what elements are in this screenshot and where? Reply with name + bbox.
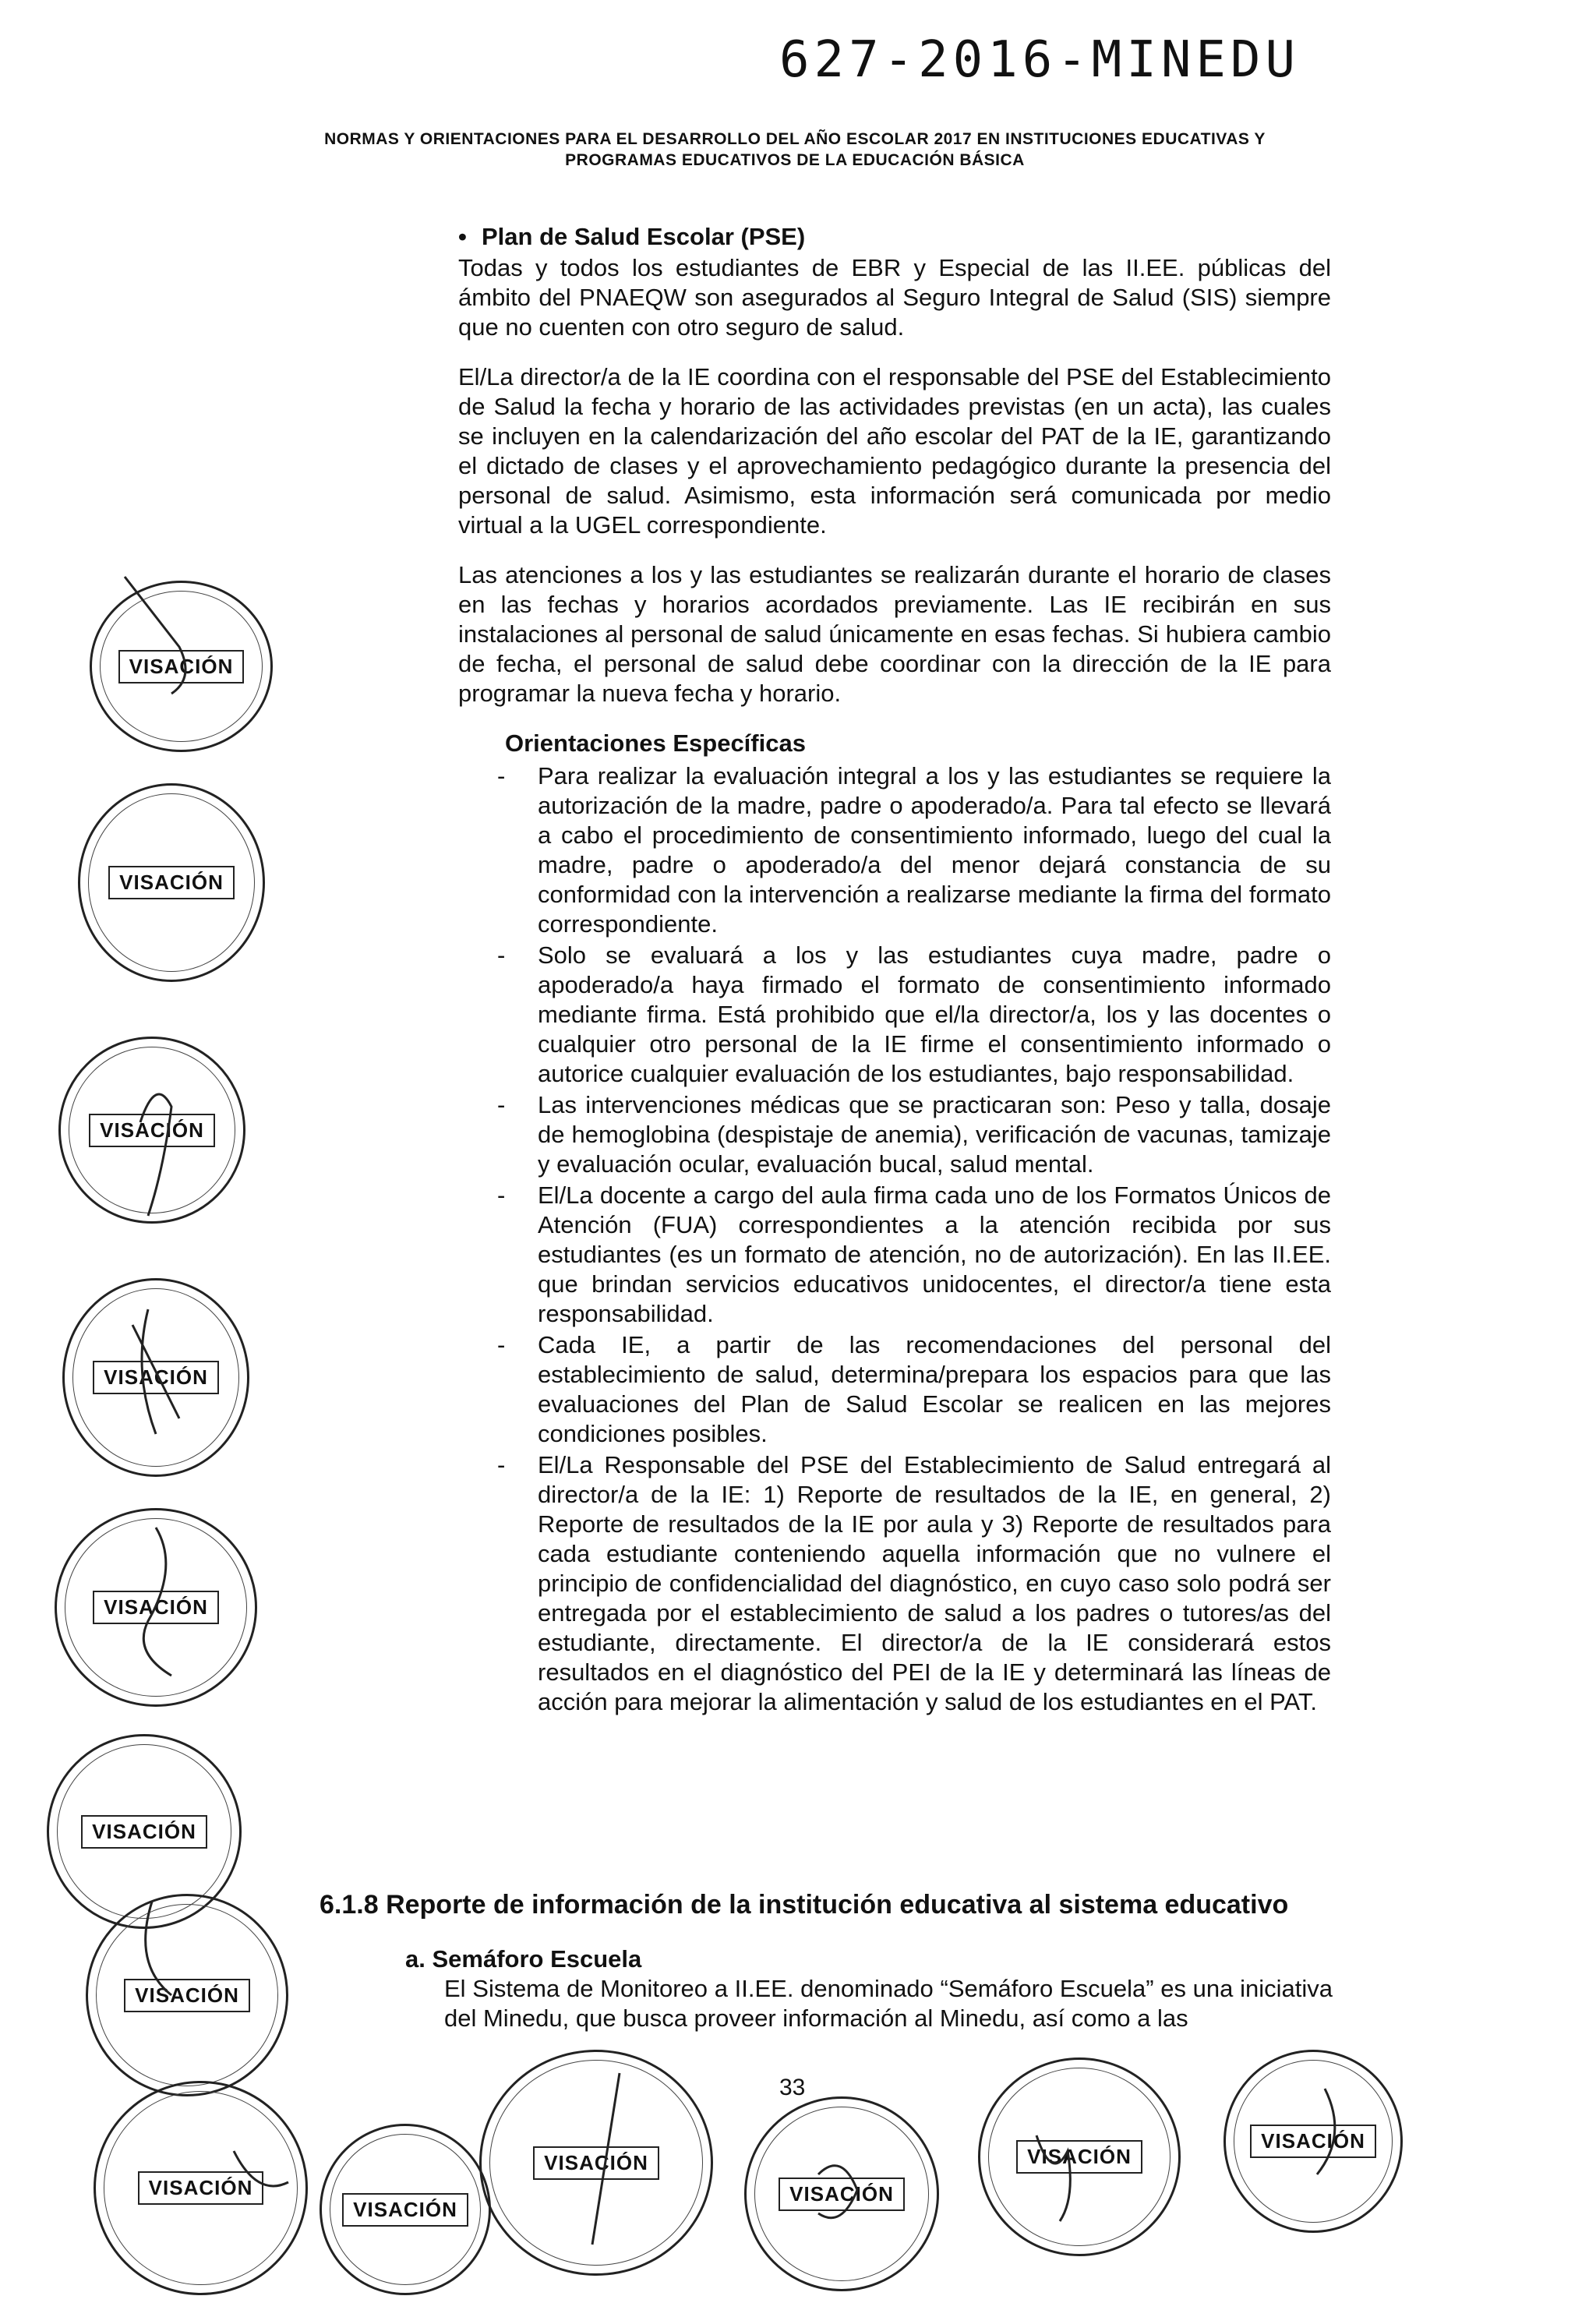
stamp-label: VISACIÓN [342, 2193, 468, 2227]
list-item-text: Solo se evaluará a los y las estudiantes cuya madre, padre o apoderado/a haya firmado el formato de consentimiento informado mediante firma. Está prohibido que el/la director/a, los y las docentes o cualquier otro personal de la IE firme el consentimiento informado o autorice cualquier evaluación de los estudiantes, bajo responsabilidad. [538, 941, 1331, 1087]
subsection-letter: a. [405, 1945, 425, 1973]
signature-stroke [1317, 2089, 1335, 2174]
signature-stroke [234, 2151, 288, 2186]
list-item-text: Para realizar la evaluación integral a los y las estudiantes se requiere la autorización de la madre, padre o apoderado/a. Para tal efecto se llevará a cabo el procedimiento de consentimiento informado, luego del cual la madre, padre o apoderado/a del menor dejará constancia de su conformidad con la intervención a realizarse mediante la firma del formato correspondiente. [538, 762, 1331, 938]
stamp-label: VISACIÓN [93, 1591, 219, 1624]
signature-stroke [146, 1902, 171, 1995]
stamp-label: VISACIÓN [779, 2178, 905, 2211]
section-heading: 6.1.8 Reporte de información de la institución educativa al sistema educativo [320, 1890, 1289, 1920]
stamp-label: VISACIÓN [89, 1114, 215, 1147]
signature-stroke [140, 1094, 171, 1216]
orientaciones-title: Orientaciones Específicas [505, 729, 806, 757]
dash-marker: - [497, 941, 506, 969]
stamp-label: VISACIÓN [108, 866, 235, 899]
signature-stroke [1036, 2135, 1070, 2221]
stamp-label: VISACIÓN [138, 2171, 264, 2205]
document-number: 627-2016-MINEDU [779, 31, 1300, 89]
dash-marker: - [497, 1331, 506, 1358]
stamp-label: VISACIÓN [118, 650, 245, 683]
pse-paragraph-3: Las atenciones a los y las estudiantes se realizarán durante el horario de clases en las fechas y horarios acordados previamente. Las IE recibirán en sus instalaciones al personal de salud únicamente en esas fechas. Si hubiera cambio de fecha, el personal de salud debe coordinar con la dirección de la IE para programar la nueva fecha y horario. [458, 561, 1331, 707]
subsection-paragraph: El Sistema de Monitoreo a II.EE. denominado “Semáforo Escuela” es una iniciativa del Minedu, que busca proveer información al Minedu, así como a las [444, 1975, 1333, 2032]
list-item-text: Las intervenciones médicas que se practicaran son: Peso y talla, dosaje de hemoglobina (despistaje de anemia), verificación de vacunas, tamizaje y evaluación ocular, evaluación bucal, salud mental. [538, 1091, 1331, 1178]
dash-marker: - [497, 762, 506, 789]
header-line-2: PROGRAMAS EDUCATIVOS DE LA EDUCACIÓN BÁSICA [565, 151, 1025, 169]
dash-marker: - [497, 1451, 506, 1478]
signature-stroke [143, 1528, 171, 1676]
dash-marker: - [497, 1091, 506, 1118]
signature-stroke [132, 1309, 179, 1434]
stamp-label: VISACIÓN [533, 2146, 659, 2180]
list-item-text: El/La docente a cargo del aula firma cada uno de los Formatos Únicos de Atención (FUA) correspondientes a la atención recibida por sus estudiantes (es un formato de atención, no de autorización). En las II.EE. que brindan servicios educativos unidocentes, el director/a tiene esta responsabilidad. [538, 1181, 1331, 1327]
bullet-marker: • [458, 223, 467, 250]
stamp-label: VISACIÓN [124, 1979, 250, 2012]
page-number: 33 [779, 2075, 806, 2100]
subsection-title: Semáforo Escuela [432, 1945, 642, 1973]
signature-stroke [818, 2166, 857, 2218]
stamp-label: VISACIÓN [1250, 2125, 1376, 2158]
list-item-text: El/La Responsable del PSE del Establecimiento de Salud entregará al director/a de la IE: 1) Reporte de resultados de la IE, en general, 2) Reporte de resultados de la IE por aula y 3) Reporte de resultados para cada estudiante conteniendo aquella información que no vulnere el principio de confidencialidad del diagnóstico, en cuyo caso solo podrá ser entregada por el establecimiento de salud a los padres o tutores/as del estudiante, directamente. El director/a de la IE considerará estos resultados en el diagnóstico del PEI de la IE y determinará las líneas de acción para mejorar la alimentación y salud de los estudiantes en el PAT. [538, 1451, 1331, 1715]
stamp-label: VISACIÓN [1016, 2140, 1142, 2174]
dash-marker: - [497, 1181, 506, 1209]
header-line-1: NORMAS Y ORIENTACIONES PARA EL DESARROLLO DEL AÑO ESCOLAR 2017 EN INSTITUCIONES EDUCATIVAS Y [324, 130, 1266, 148]
stamp-label: VISACIÓN [93, 1361, 219, 1394]
signature-stroke [592, 2073, 620, 2245]
pse-title: Plan de Salud Escolar (PSE) [482, 223, 806, 250]
pse-paragraph-1: Todas y todos los estudiantes de EBR y Especial de las II.EE. públicas del ámbito del PNAEQW son asegurados al Seguro Integral de Salud (SIS) siempre que no cuenten con otro seguro de salud. [458, 254, 1331, 341]
pse-paragraph-2: El/La director/a de la IE coordina con el responsable del PSE del Establecimiento de Salud la fecha y horario de las actividades previstas (en un acta), las cuales se incluyen en la calendarización del año escolar del PAT de la IE, garantizando el dictado de clases y el aprovechamiento pedagógico durante la presencia del personal de salud. Asimismo, esta información será comunicada por medio virtual a la UGEL correspondiente. [458, 363, 1331, 539]
signature-stroke [125, 577, 185, 694]
list-item-text: Cada IE, a partir de las recomendaciones del personal del establecimiento de salud, determina/prepara los espacios para que las evaluaciones del Plan de Salud Escolar se realicen en las mejores condiciones posibles. [538, 1331, 1331, 1447]
stamp-label: VISACIÓN [81, 1815, 207, 1849]
